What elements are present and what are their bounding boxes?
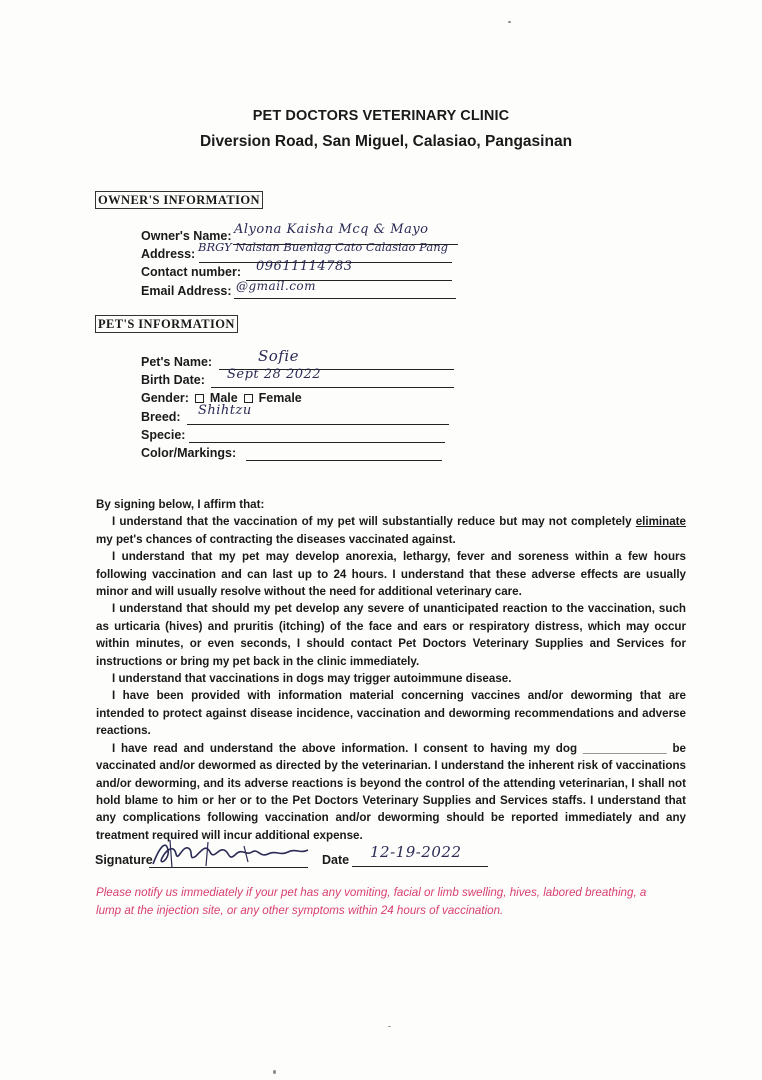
birth-date-line	[211, 387, 454, 388]
female-label: Female	[258, 391, 302, 405]
scan-speck	[273, 1070, 276, 1074]
email-field[interactable]: @gmail.com	[236, 279, 317, 293]
consent-paragraph-1: I understand that the vaccination of my pet will substantially reduce but may not completely eliminate my pet's chances of contracting the diseases vaccinated against.	[96, 515, 686, 546]
signature-label: Signature	[95, 853, 153, 867]
consent-paragraph-6: I have read and understand the above information. I consent to having my dog _____________ be vaccinated and/or dewormed as directed by the veterinarian. I understand the inherent risk of vaccinations and/or deworming, and its adverse reactions is beyond the control of the attending veterinarian, I shall not hold blame to him or her or to the Pet Doctors Veterinary Supplies and Services staffs. I understand that any complications following vaccination and/or deworming should be reported immediately and any treatment required will incur additional expense.	[96, 741, 686, 842]
consent-paragraph-3: I understand that should my pet develop any severe of unanticipated reaction to the vaccination, such as urticaria (hives) and pruritis (itching) of the face and ears or respiratory distress, which may occur within minutes, or even seconds, I should contact Pet Doctors Veterinary Supplies and Services for instructions or bring my pet back in the clinic immediately.	[96, 602, 686, 668]
vaccination-notice: Please notify us immediately if your pet has any vomiting, facial or limb swelling, hives, labored breathing, a lump at the injection site, or any other symptoms within 24 hours of vaccination.	[96, 886, 647, 917]
male-label: Male	[209, 391, 238, 405]
birth-date-label: Birth Date:	[141, 373, 205, 387]
consent-paragraph-4: I understand that vaccinations in dogs may trigger autoimmune disease.	[112, 672, 512, 686]
clinic-address: Diversion Road, San Miguel, Calasiao, Pangasinan	[199, 133, 573, 150]
breed-field[interactable]: Shihtzu	[198, 403, 252, 418]
consent-intro: By signing below, I affirm that:	[96, 498, 265, 511]
date-field[interactable]: 12-19-2022	[370, 843, 462, 861]
pet-name-field[interactable]: Sofie	[258, 347, 300, 365]
specie-field[interactable]	[189, 442, 445, 443]
date-line	[352, 866, 488, 867]
address-label: Address:	[141, 247, 196, 261]
color-markings-field[interactable]	[246, 460, 442, 461]
scan-speck	[388, 1026, 391, 1027]
scan-speck	[508, 21, 511, 23]
female-checkbox[interactable]	[244, 394, 253, 403]
email-label: Email Address:	[141, 284, 232, 298]
owner-section-title: OWNER'S INFORMATION	[95, 191, 263, 209]
date-label: Date	[322, 853, 350, 867]
specie-label: Specie:	[141, 428, 186, 442]
owner-name-label: Owner's Name:	[141, 229, 232, 243]
email-line	[234, 298, 456, 299]
contact-field[interactable]: 09611114783	[256, 259, 353, 274]
birth-date-field[interactable]: Sept 28 2022	[227, 367, 322, 382]
male-checkbox[interactable]	[195, 394, 204, 403]
consent-text	[96, 496, 686, 844]
clinic-name: PET DOCTORS VETERINARY CLINIC	[252, 108, 510, 124]
pet-section-title: PET'S INFORMATION	[95, 315, 238, 333]
consent-paragraph-2: I understand that my pet may develop anorexia, lethargy, fever and soreness within a few hours following vaccination and can last up to 24 hours. I understand that these adverse effects are usually minor and will usually resolve without the need for additional veterinary care.	[96, 550, 686, 599]
gender-label: Gender:	[141, 391, 189, 405]
breed-line	[187, 424, 449, 425]
breed-label: Breed:	[141, 410, 181, 424]
pet-name-label: Pet's Name:	[141, 355, 213, 369]
consent-paragraph-5: I have been provided with information material concerning vaccines and/or deworming that are intended to protect against disease incidence, vaccination and deworming recommendations and adverse reactions.	[96, 689, 686, 738]
color-markings-label: Color/Markings:	[141, 446, 237, 460]
contact-label: Contact number:	[141, 265, 241, 279]
signature-mark[interactable]	[148, 836, 313, 872]
address-field[interactable]: BRGY Nalsian Buenlag Cato Calasiao Pang	[198, 240, 448, 254]
owner-name-field[interactable]: Alyona Kaisha Mcq & Mayo	[234, 222, 429, 237]
